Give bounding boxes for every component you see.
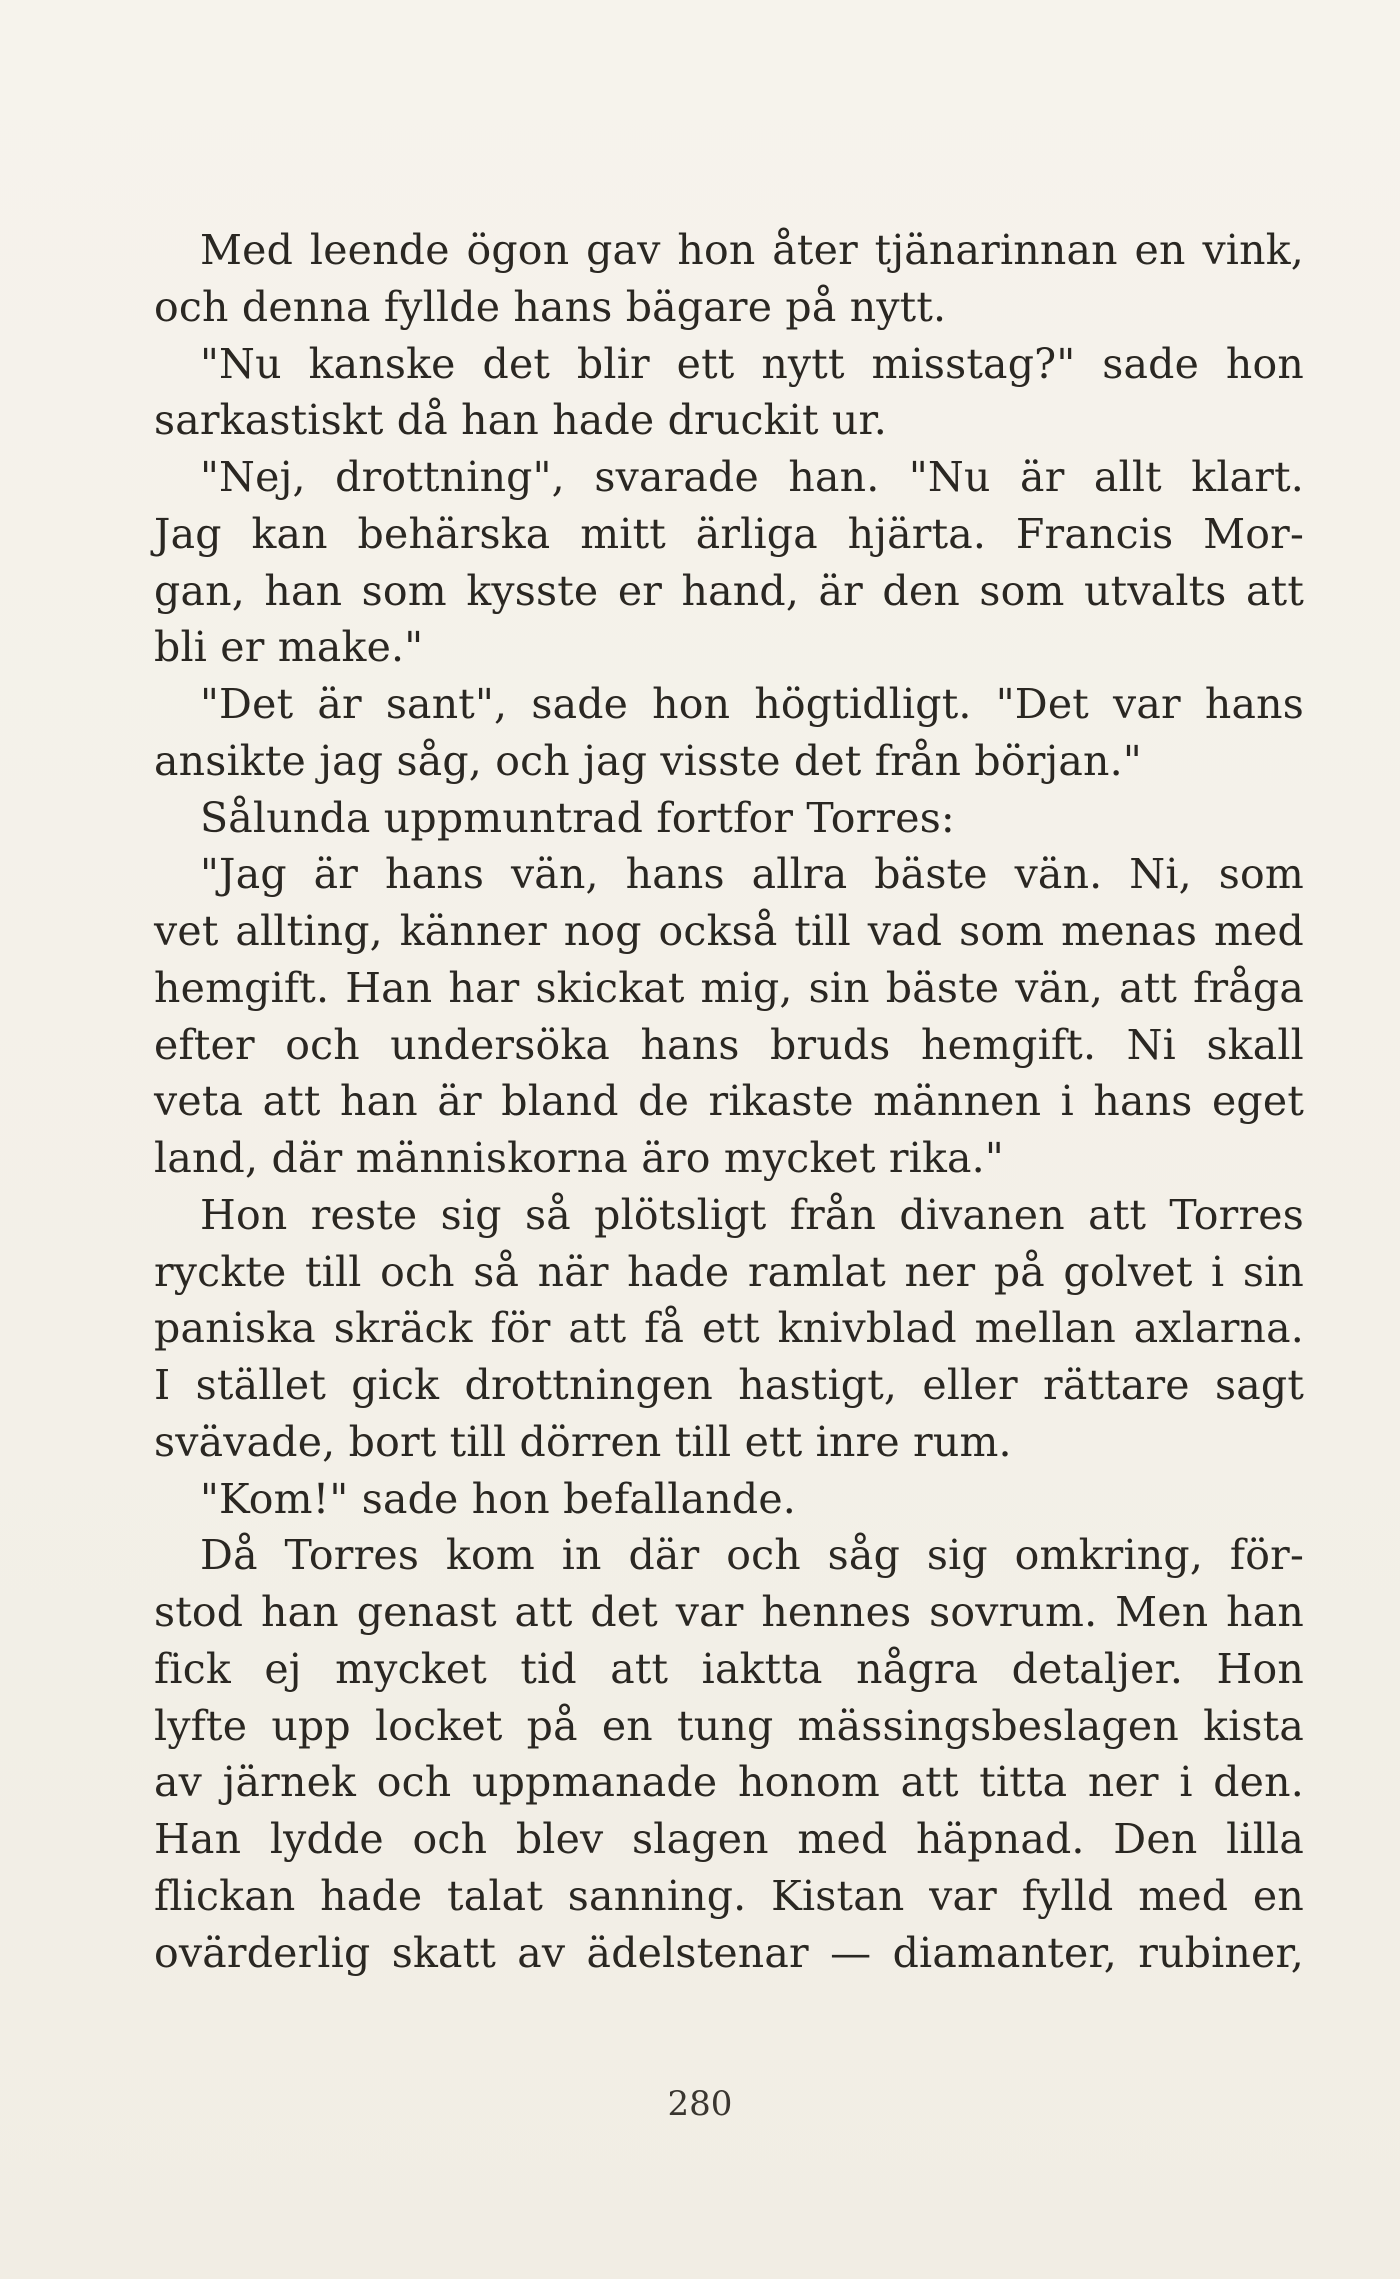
text-line: veta att han är bland de rikaste männen i hans eget	[154, 1077, 1304, 1126]
text-line: Sålunda uppmuntrad fortfor Torres:	[200, 793, 955, 842]
text-line: ansikte jag såg, och jag visste det från början."	[154, 736, 1142, 785]
text-line: ovärderlig skatt av ädelstenar — diamanter, rubiner,	[154, 1928, 1304, 1977]
text-line: flickan hade talat sanning. Kistan var fylld med en	[154, 1871, 1304, 1920]
text-line: land, där människorna äro mycket rika."	[154, 1134, 1004, 1182]
text-line: "Det är sant", sade hon högtidligt. "Det var hans	[200, 680, 1304, 728]
text-line: hemgift. Han har skickat mig, sin bäste vän, att fråga	[154, 963, 1304, 1012]
text-line: "Nej, drottning", svarade han. "Nu är allt klart.	[200, 453, 1304, 501]
text-line: fick ej mycket tid att iaktta några detaljer. Hon	[154, 1644, 1304, 1693]
text-line: svävade, bort till dörren till ett inre rum.	[154, 1417, 1012, 1466]
text-line: Hon reste sig så plötsligt från divanen att Torres	[200, 1190, 1304, 1239]
text-line: Med leende ögon gav hon åter tjänarinnan en vink,	[200, 226, 1304, 274]
text-line: sarkastiskt då han hade druckit ur.	[154, 396, 888, 445]
text-line: gan, han som kysste er hand, är den som utvalts att	[154, 566, 1304, 615]
page-number: 280	[667, 2084, 733, 2124]
text-line: och denna fyllde hans bägare på nytt.	[154, 282, 947, 331]
text-line: "Kom!" sade hon befallande.	[200, 1474, 797, 1523]
text-line: lyfte upp locket på en tung mässingsbeslagen kista	[154, 1701, 1304, 1750]
text-line: "Jag är hans vän, hans allra bäste vän. Ni, som	[200, 850, 1304, 899]
text-line: bli er make."	[154, 623, 424, 672]
text-line: Han lydde och blev slagen med häpnad. Den lilla	[154, 1815, 1304, 1863]
text-line: vet allting, känner nog också till vad som menas med	[154, 907, 1304, 955]
text-line: paniska skräck för att få ett knivblad mellan axlarna.	[154, 1304, 1304, 1353]
text-line: stod han genast att det var hennes sovrum. Men han	[154, 1588, 1304, 1636]
text-line: ryckte till och så när hade ramlat ner på golvet i sin	[154, 1247, 1304, 1296]
text-line: "Nu kanske det blir ett nytt misstag?" sade hon	[200, 339, 1304, 388]
text-line: Då Torres kom in där och såg sig omkring, för-	[200, 1531, 1304, 1580]
text-line: Jag kan behärska mitt ärliga hjärta. Francis Mor-	[154, 509, 1304, 558]
text-line: efter och undersöka hans bruds hemgift. Ni skall	[154, 1020, 1304, 1069]
text-line: av järnek och uppmanade honom att titta ner i den.	[154, 1758, 1304, 1807]
body-text	[154, 222, 1304, 1981]
text-line: I stället gick drottningen hastigt, eller rättare sagt	[154, 1361, 1304, 1409]
